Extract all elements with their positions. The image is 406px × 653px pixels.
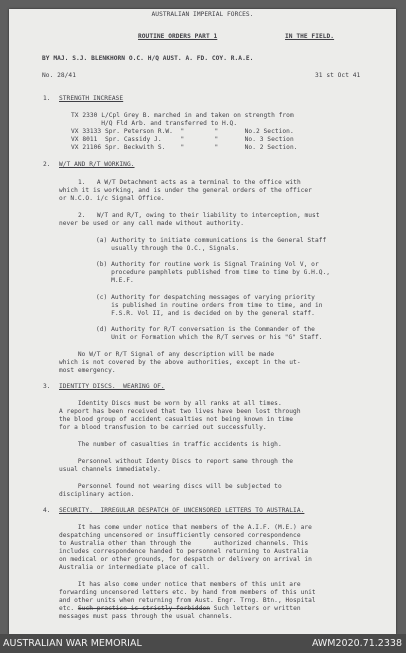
section-1-line: VX 8011 Spr. Cassidy J. " " No. 3 Section (71, 136, 294, 143)
section-3-paragraph-line: Personnel found not wearing discs will be subjected to (59, 483, 282, 490)
section-2-paragraph-line: or N.C.O. i/c Signal Office. (59, 195, 165, 202)
document-page (9, 9, 396, 634)
section-3-paragraph-line: usual channels immediately. (59, 466, 161, 473)
order-date: 31 st Oct 41 (315, 72, 361, 79)
section-4-paragraph-line: includes correspondence handed to personnel returning to Australia (59, 548, 309, 555)
authority-item-a: (a) Authority to initiate communications is the General Staff (96, 237, 327, 244)
section-3-paragraph-line: the blood group of accident casualties not being known in time (59, 416, 294, 423)
authority-item-d: Unit or Formation which the R/T serves or his "G" Staff. (96, 334, 323, 341)
authority-item-c: F.S.R. Vol II, and is decided on by the general staff. (96, 310, 315, 317)
section-2-closing-line: No W/T or R/T Signal of any description will be made (59, 351, 275, 358)
section-4-paragraph-line: on medical or other grounds, for despatch or delivery on arrival in (59, 556, 312, 563)
section-2-number: 2. (43, 161, 51, 168)
section-2-heading: W/T AND R/T WORKING. (59, 161, 135, 168)
issuing-officer-line: BY MAJ. S.J. BLENKHORN O.C. H/Q AUST. A. FD. COY. R.A.E. (42, 55, 254, 62)
section-2-paragraph-line: which it is working, and is under the general orders of the officer (59, 187, 312, 194)
line-prefix: etc. (59, 605, 78, 612)
line-suffix: Such letters or written (210, 605, 301, 612)
section-2-closing-line: which is not covered by the above authorities, except in the ut- (59, 359, 301, 366)
section-2-paragraph-line: 1. A W/T Detachment acts as a terminal to the office with (78, 179, 301, 186)
section-4-paragraph-line: Australia or intermediate place of call. (59, 564, 211, 571)
authority-item-d: (d) Authority for R/T conversation is the Commander of the (96, 326, 315, 333)
authority-item-a: usually through the O.C., Signals. (96, 245, 240, 252)
authority-item-b: M.E.F. (96, 277, 134, 284)
section-3-number: 3. (43, 383, 51, 390)
section-3-paragraph-line: A report has been received that two lives have been lost through (59, 408, 301, 415)
order-number: No. 28/41 (42, 72, 76, 79)
authority-item-b: (b) Authority for routine work is Signal Training Vol V, or (96, 261, 319, 268)
routine-orders-heading: ROUTINE ORDERS PART 1 (138, 33, 218, 40)
authority-item-b: procedure pamphlets published from time to time by G.H.Q., (96, 269, 331, 276)
section-4-paragraph-line: forwarding uncensored letters etc. by hand from members of this unit (59, 589, 316, 596)
section-3-paragraph-line: disciplinary action. (59, 491, 135, 498)
authority-item-c: is published in routine orders from time to time, and in (96, 302, 323, 309)
section-1-heading: STRENGTH INCREASE (59, 95, 124, 102)
section-4-paragraph-line: messages must pass through the usual channels. (59, 613, 233, 620)
section-3-paragraph-line: The number of casualties in traffic accidents is high. (59, 441, 282, 448)
section-1-line: VX 21106 Spr. Beckwith S. " " No. 2 Section. (71, 144, 298, 151)
struck-out-text: Such practice is strictly forbidden (77, 605, 211, 612)
section-4-paragraph-line: It has come under notice that members of the A.I.F. (M.E.) are (59, 524, 312, 531)
section-4-paragraph-line (59, 605, 301, 612)
document-title: AUSTRALIAN IMPERIAL FORCES. (151, 11, 254, 18)
section-3-heading: IDENTITY DISCS. WEARING OF. (59, 383, 165, 390)
archive-footer (0, 634, 406, 653)
section-1-number: 1. (43, 95, 51, 102)
section-1-line: VX 33133 Spr. Peterson R.W. " " No.2 Section. (71, 128, 294, 135)
section-4-number: 4. (43, 507, 51, 514)
catalogue-number: AWM2020.71.2338 (311, 638, 402, 649)
section-1-line: H/Q Fld Arb. and transferred to H.Q. (71, 120, 238, 127)
section-4-paragraph-line: It has also come under notice that members of this unit are (59, 581, 301, 588)
authority-item-c: (c) Authority for despatching messages of varying priority (96, 294, 315, 301)
section-4-paragraph-line: and other units when returning from Aust. Engr. Trng. Btn., Hospital (59, 597, 316, 604)
section-3-paragraph-line: Identity Discs must be worn by all ranks at all times. (59, 400, 282, 407)
section-4-heading: SECURITY. IRREGULAR DESPATCH OF UNCENSORED LETTERS TO AUSTRALIA. (59, 507, 305, 514)
section-2-paragraph-line: 2. W/T and R/T, owing to their liability to interception, must (78, 212, 320, 219)
section-3-paragraph-line: Personnel without Identy Discs to report same through the (59, 458, 294, 465)
section-1-line: TX 2330 L/Cpl Grey B. marched in and taken on strength from (71, 112, 294, 119)
section-2-paragraph-line: never be used or any call made without authority. (59, 220, 244, 227)
location-label: IN THE FIELD. (285, 33, 335, 40)
section-3-paragraph-line: for a blood transfusion to be carried out successfully. (59, 424, 267, 431)
section-4-paragraph-line: to Australia other than through the authorized channels. This (59, 540, 309, 547)
institution-label: AUSTRALIAN WAR MEMORIAL (3, 638, 142, 649)
section-4-paragraph-line: despatching uncensored or insufficiently censored correspondence (59, 532, 301, 539)
section-2-closing-line: most emergency. (59, 367, 116, 374)
